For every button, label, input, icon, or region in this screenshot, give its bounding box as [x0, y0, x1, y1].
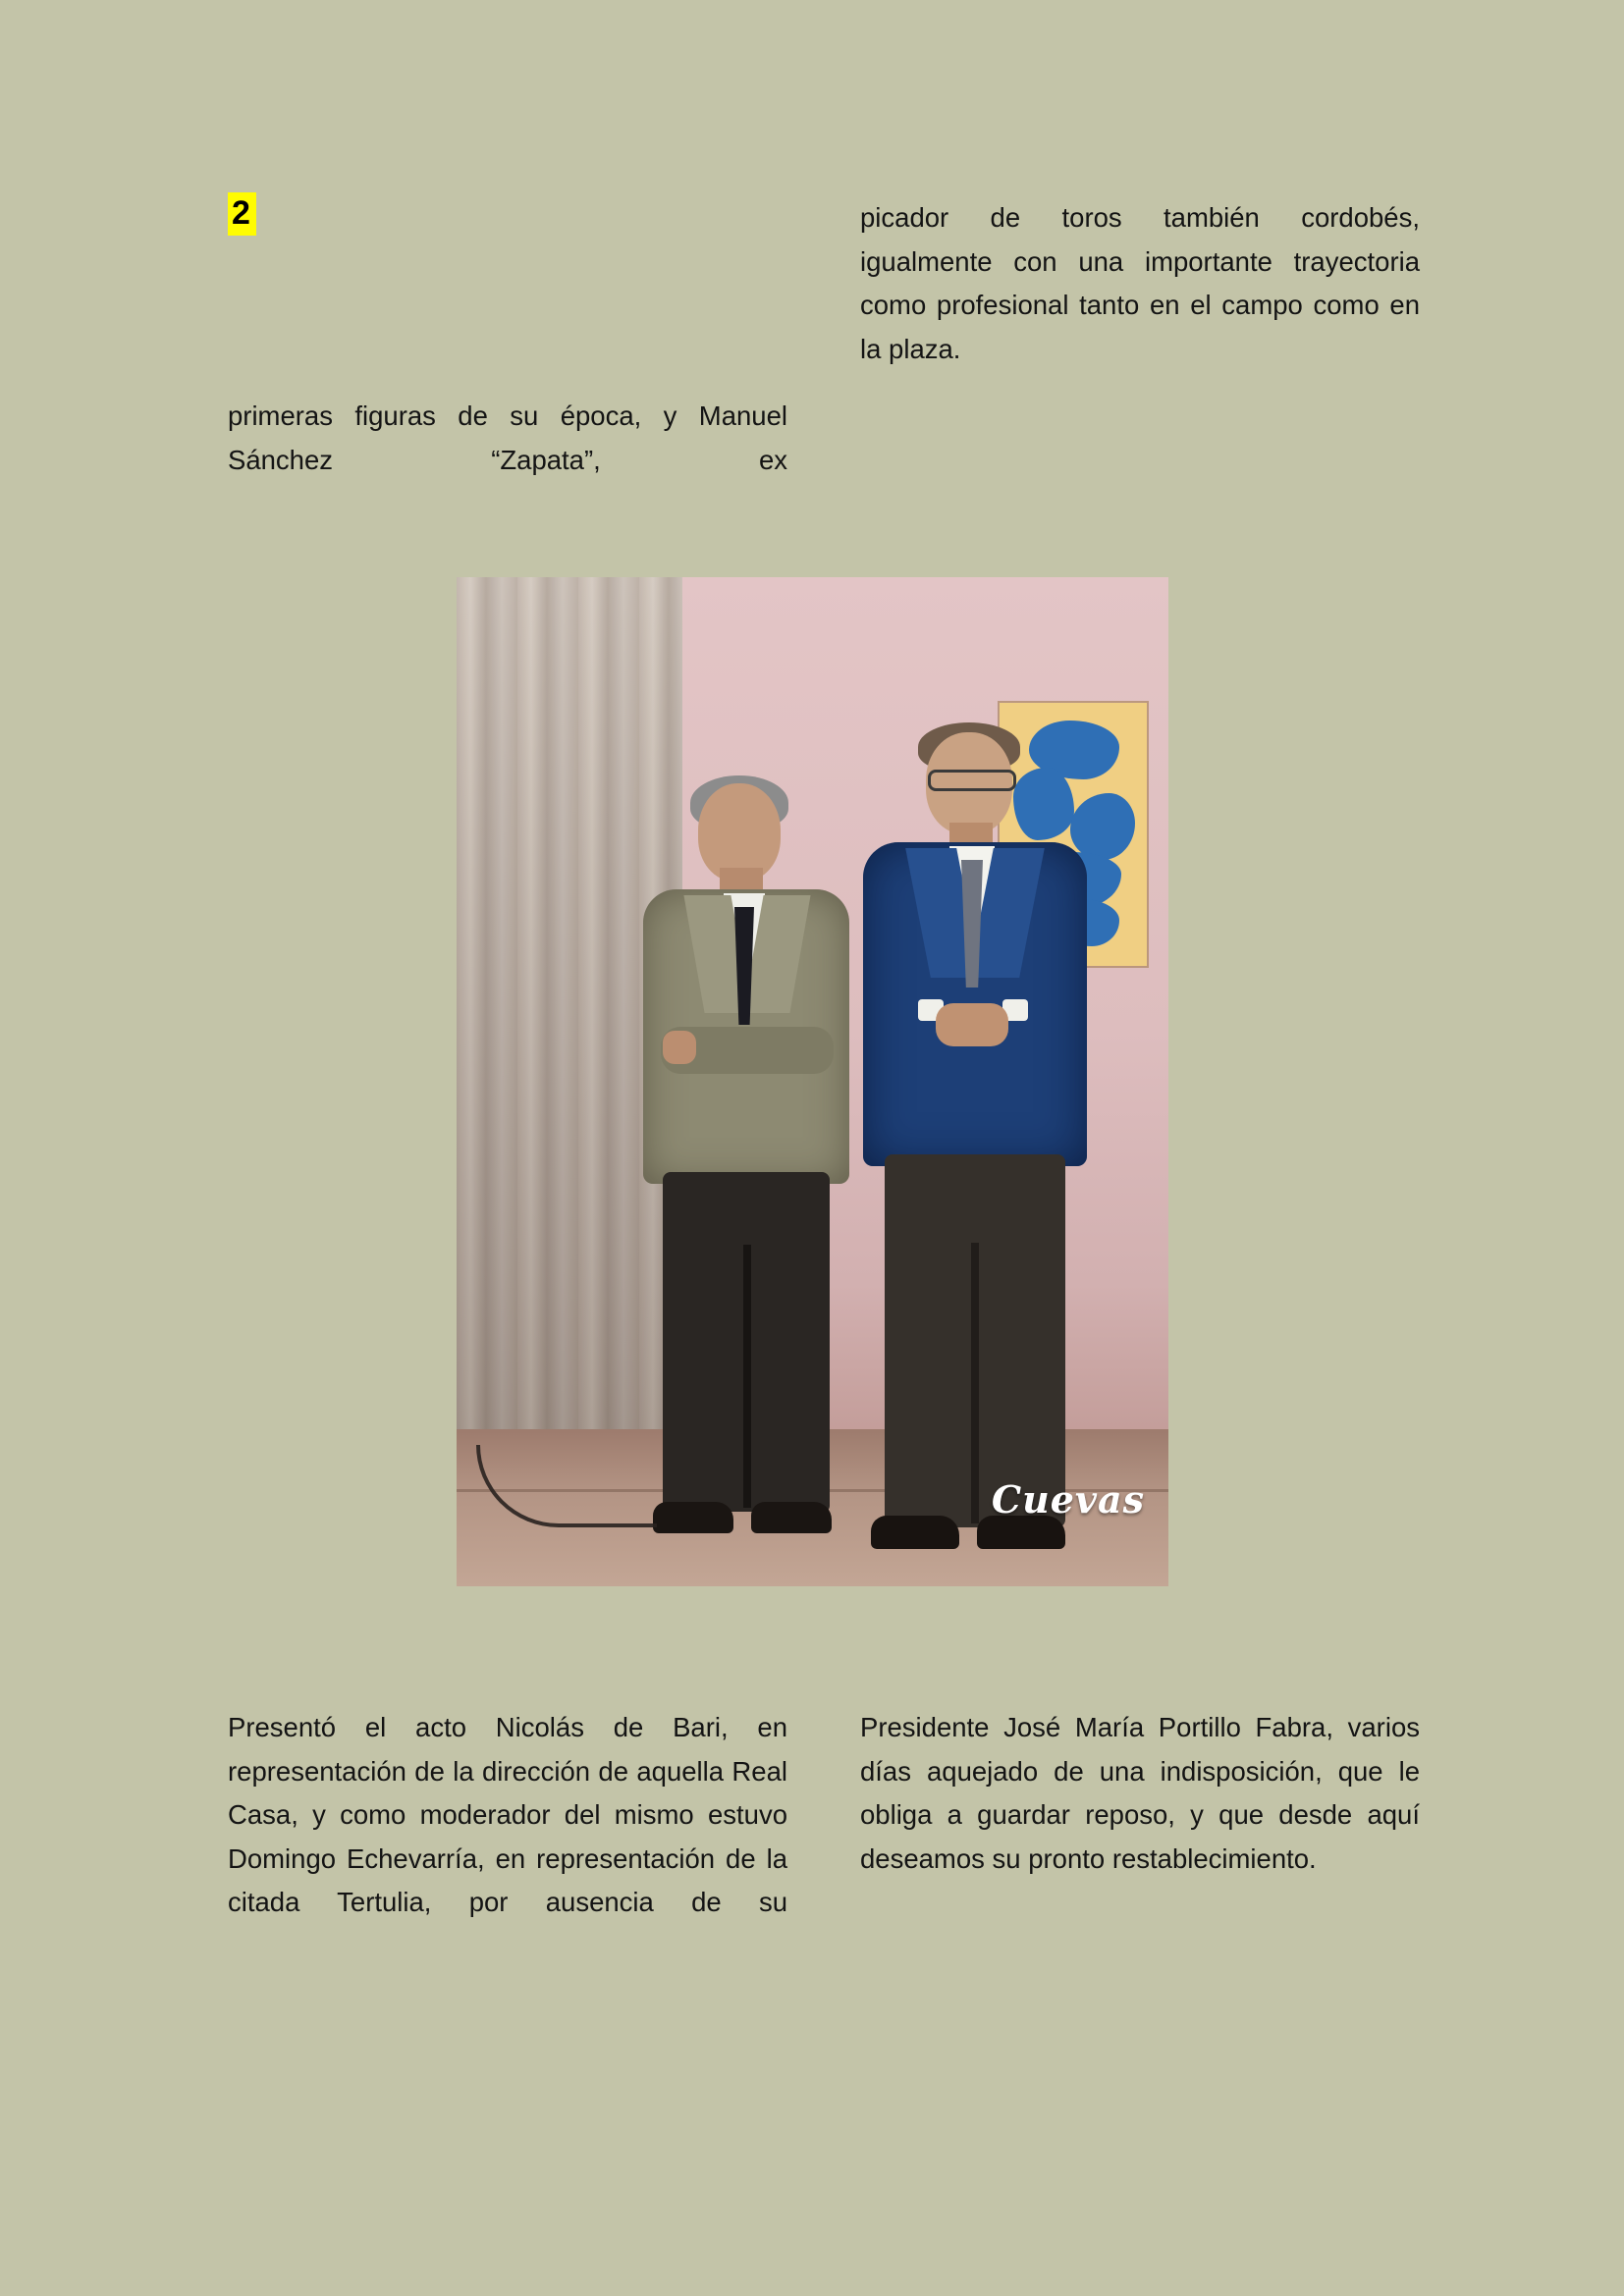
photograph — [457, 577, 1168, 1586]
eyeglasses-icon — [928, 770, 1016, 791]
bottom-left-text-column — [228, 1706, 787, 1925]
page-number: 2 — [228, 192, 256, 236]
top-left-paragraph: primeras figuras de su época, y Manuel Sánchez “Zapata”, ex — [228, 400, 787, 475]
bottom-right-text-column — [860, 1706, 1420, 1881]
top-right-text-column — [860, 196, 1420, 371]
photo-person-right — [828, 732, 1142, 1567]
top-right-paragraph: picador de toros también cordobés, igualmente con una importante trayectoria como profesional tanto en el campo como en la plaza. — [860, 202, 1420, 364]
photo-credit-signature: Cuevas — [991, 1477, 1145, 1522]
bottom-right-paragraph: Presidente José María Portillo Fabra, varios días aquejado de una indisposición, que le obliga a guardar reposo, y que desde aquí deseamos su pronto restablecimiento. — [860, 1712, 1420, 1874]
bottom-left-paragraph: Presentó el acto Nicolás de Bari, en representación de la dirección de aquella Real Casa, y como moderador del mismo estuvo Domingo Echevarría, en representación de la citada Tertulia, por ausencia de su — [228, 1712, 787, 1918]
top-left-text-column — [228, 395, 787, 482]
